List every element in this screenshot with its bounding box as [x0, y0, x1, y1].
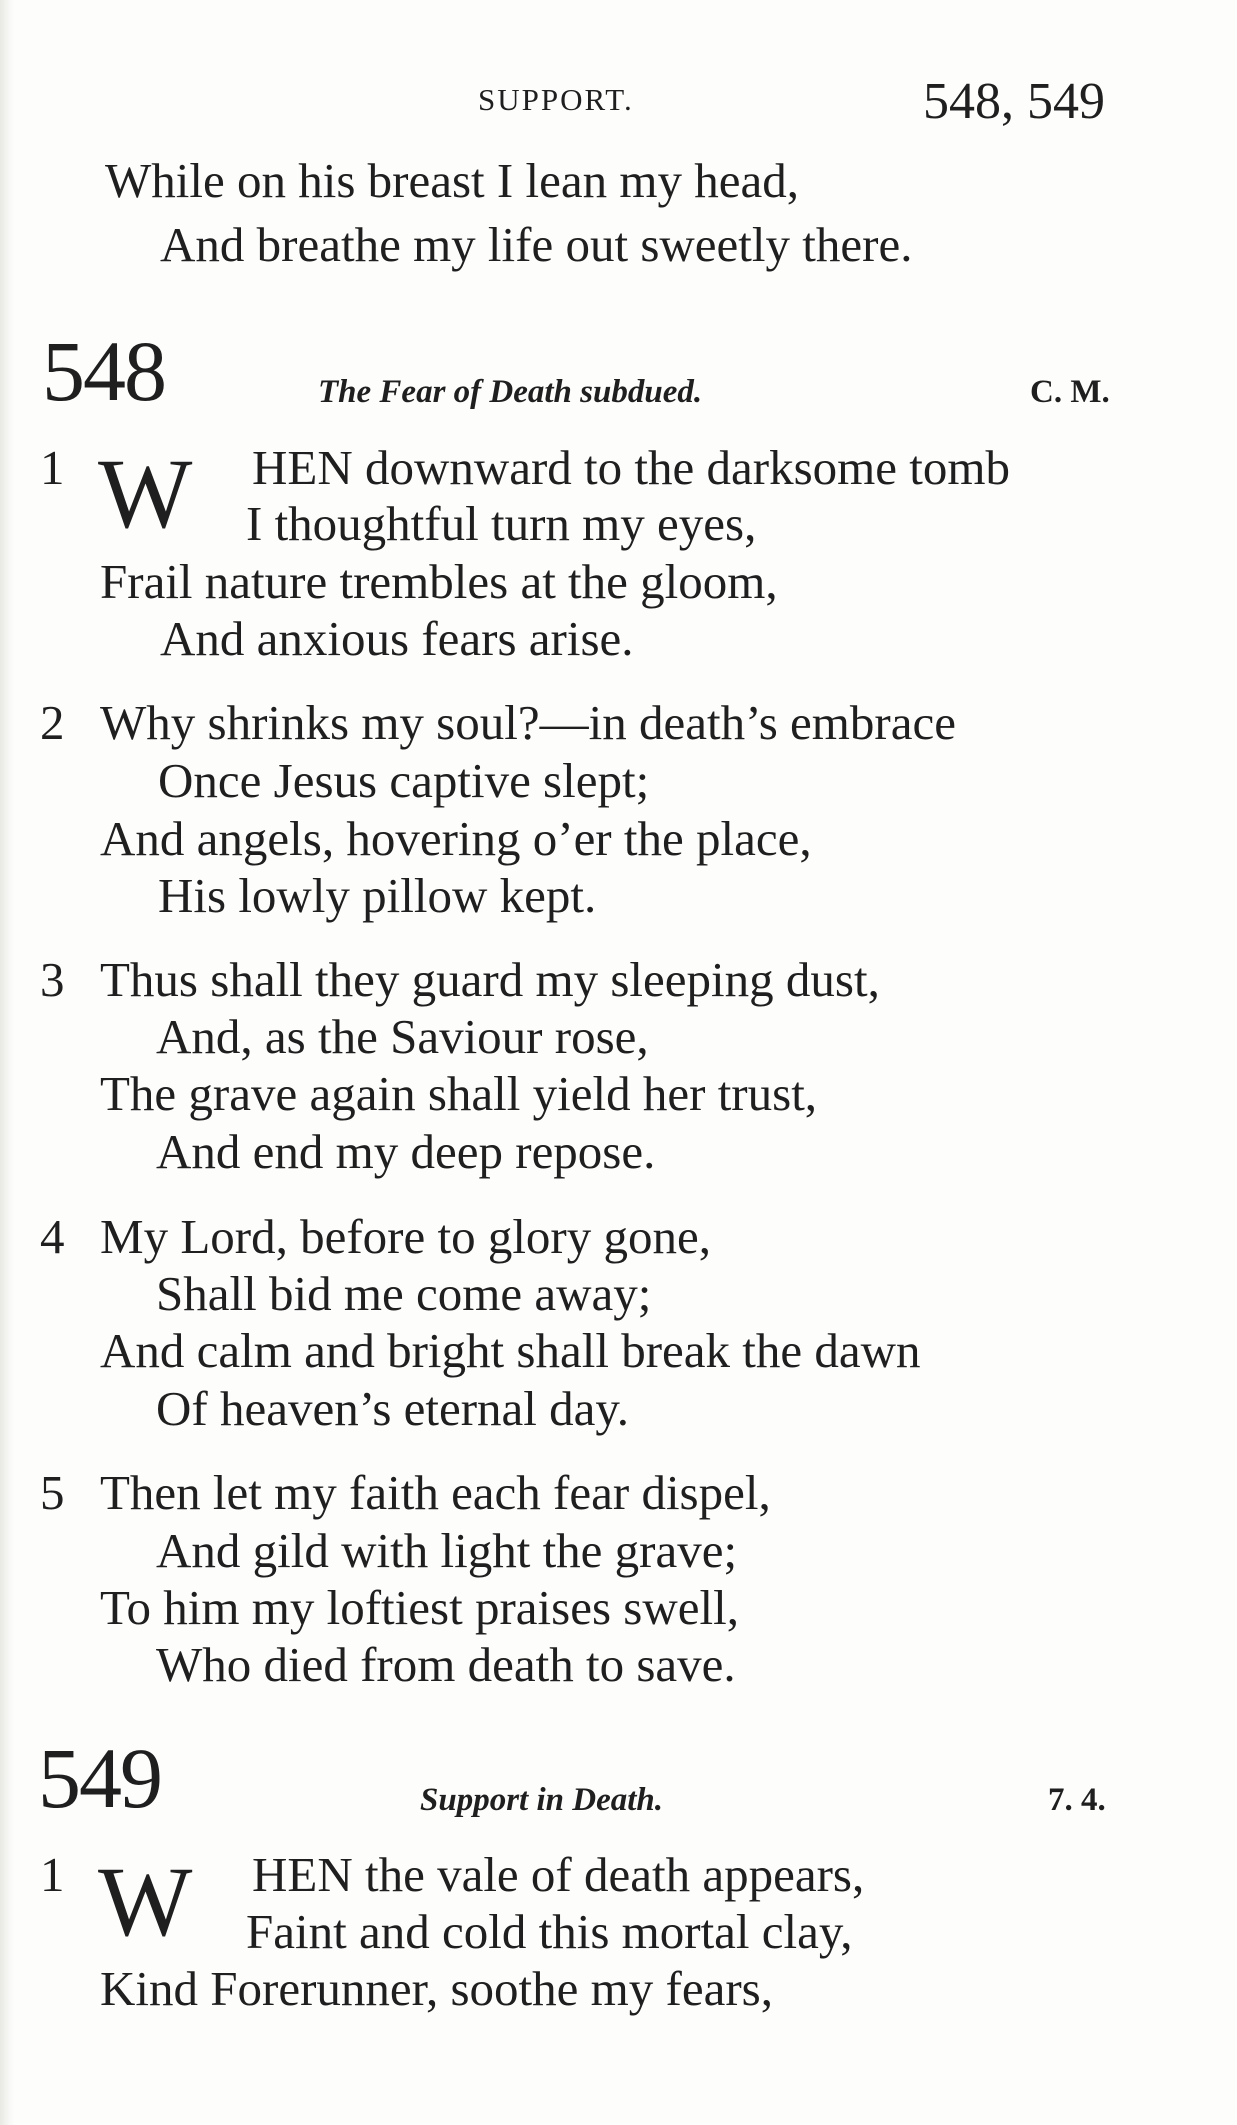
verse-line: Faint and cold this mortal clay, — [246, 1904, 853, 1959]
hymn-549-title: Support in Death. — [420, 1782, 663, 1818]
verse-line: Once Jesus captive slept; — [158, 753, 650, 808]
hymn-549-meter: 7. 4. — [1048, 1782, 1106, 1818]
drop-cap: W — [98, 438, 193, 549]
verse-line: I thoughtful turn my eyes, — [246, 496, 757, 551]
verse-line: Kind Forerunner, soothe my fears, — [100, 1961, 773, 2016]
verse-line: And calm and bright shall break the dawn — [100, 1323, 921, 1378]
verse-line: And anxious fears arise. — [160, 611, 634, 666]
verse-number: 1 — [40, 1847, 65, 1902]
verse-line: HEN the vale of death appears, — [252, 1847, 865, 1902]
verse-number: 2 — [40, 695, 65, 750]
page-edge — [0, 0, 14, 2125]
verse-number: 4 — [40, 1209, 65, 1264]
verse-line: And angels, hovering o’er the place, — [100, 811, 812, 866]
hymn-549-number: 549 — [38, 1730, 161, 1826]
verse-line: My Lord, before to glory gone, — [100, 1209, 711, 1264]
continuation-line-1: While on his breast I lean my head, — [105, 153, 799, 208]
hymn-548-title: The Fear of Death subdued. — [318, 374, 703, 410]
verse-number: 3 — [40, 952, 65, 1007]
running-title: SUPPORT. — [478, 82, 634, 117]
verse-line: HEN downward to the darksome tomb — [252, 440, 1010, 495]
verse-line: Shall bid me come away; — [156, 1266, 652, 1321]
verse-line: And gild with light the grave; — [156, 1523, 738, 1578]
verse-line: And end my deep repose. — [156, 1124, 656, 1179]
verse-line: His lowly pillow kept. — [158, 868, 597, 923]
verse-line: Why shrinks my soul?—in death’s embrace — [100, 695, 956, 750]
verse-number: 1 — [40, 440, 65, 495]
continuation-line-2: And breathe my life out sweetly there. — [160, 217, 913, 272]
verse-line: The grave again shall yield her trust, — [100, 1066, 818, 1121]
verse-line: To him my loftiest praises swell, — [100, 1580, 739, 1635]
hymn-548-number: 548 — [42, 323, 165, 419]
verse-line: Of heaven’s eternal day. — [156, 1381, 629, 1436]
drop-cap: W — [98, 1846, 193, 1957]
verse-line: And, as the Saviour rose, — [156, 1009, 649, 1064]
verse-line: Frail nature trembles at the gloom, — [100, 554, 778, 609]
hymn-548-meter: C. M. — [1030, 374, 1110, 410]
verse-number: 5 — [40, 1465, 65, 1520]
verse-line: Who died from death to save. — [156, 1637, 736, 1692]
verse-line: Thus shall they guard my sleeping dust, — [100, 952, 880, 1007]
verse-line: Then let my faith each fear dispel, — [100, 1465, 771, 1520]
page-numbers: 548, 549 — [923, 73, 1105, 130]
